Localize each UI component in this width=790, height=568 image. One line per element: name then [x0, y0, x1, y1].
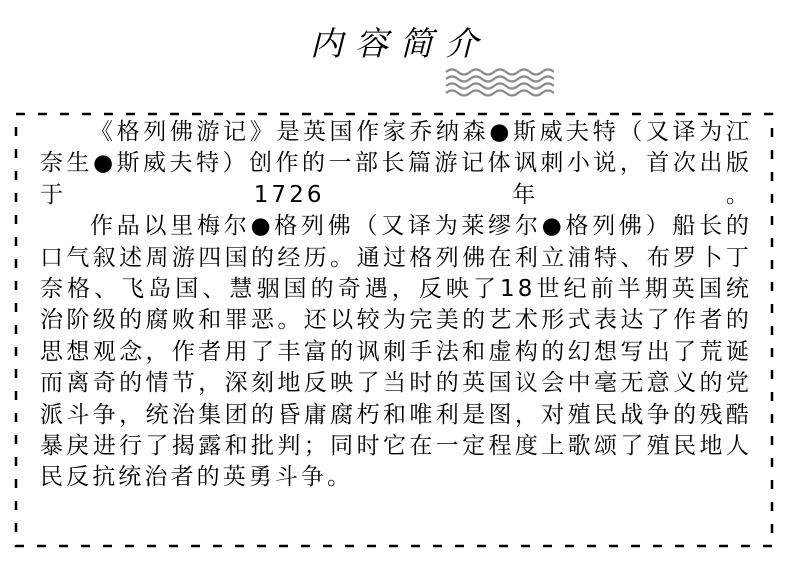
page-title: 内容简介: [310, 24, 490, 63]
summary-paragraph-1: 《格列佛游记》是英国作家乔纳森●斯威夫特（又译为江奈生●斯威夫特）创作的一部长篇游记体讽刺小说，首次出版于1726年。: [40, 119, 752, 208]
summary-text: [40, 117, 752, 494]
wave-decoration-icon: [444, 64, 554, 98]
summary-paragraph-2: 作品以里梅尔●格列佛（又译为莱缪尔●格列佛）船长的口气叙述周游四国的经历。通过格列佛在利立浦特、布罗卜丁奈格、飞岛国、慧骃国的奇遇，反映了18世纪前半期英国统治阶级的腐败和罪恶。还以较为完美的艺术形式表达了作者的思想观念，作者用了丰富的讽刺手法和虚构的幻想写出了荒诞而离奇的情节，深刻地反映了当时的英国议会中毫无意义的党派斗争，统治集团的昏庸腐朽和唯利是图，对殖民战争的残酷暴戾进行了揭露和批判；同时它在一定程度上歌颂了殖民地人民反抗统治者的英勇斗争。: [40, 213, 752, 491]
